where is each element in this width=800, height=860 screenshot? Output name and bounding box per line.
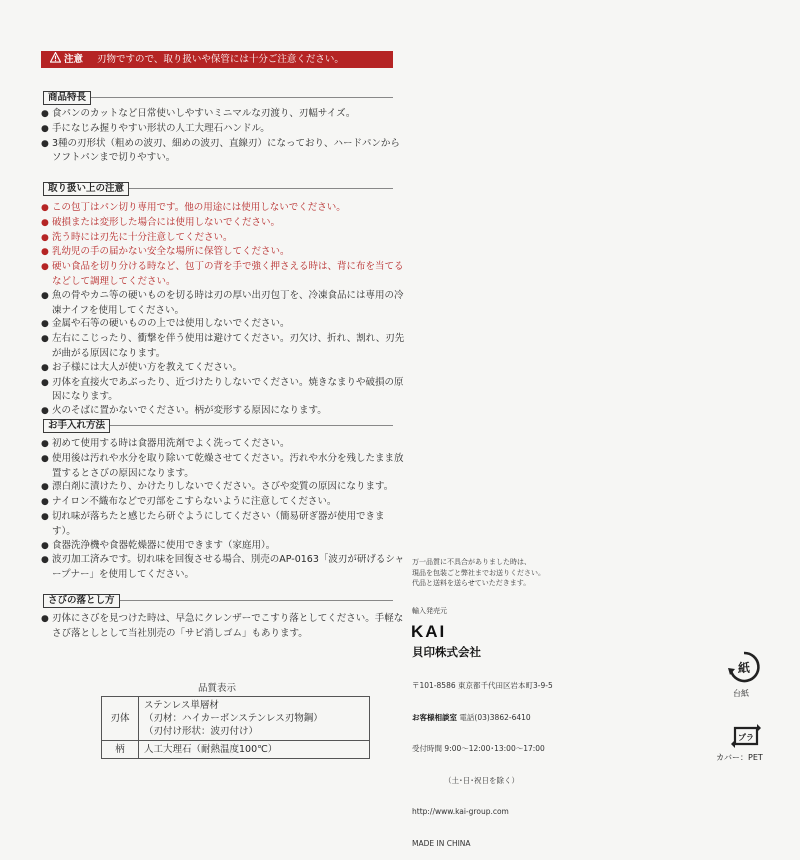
support-row [412,713,553,724]
list-item: ● 洗う時には刃先に十分注意してください。 [41,231,406,246]
spec-blade-line: ステンレス単層材 [144,700,219,711]
list-item: ● ナイロン不織布などで刃部をこすらないように注意してください。 [41,495,406,510]
list-item: ● 3種の刃形状（粗めの波刃、細めの波刃、直線刃）になっており、ハードパンからソフトパンまで切りやすい。 [41,137,406,166]
support-phone: 電話(03)3862-6410 [459,712,531,722]
hours-value: 9:00〜12:00･13:00〜17:00 [444,744,545,753]
list-item: ● 金属や石等の硬いものの上では使用しないでください。 [41,317,406,332]
list-item: ● 漂白剤に漬けたり、かけたりしないでください。さびや変質の原因になります。 [41,480,406,495]
list-item: ● 使用後は汚れや水分を取り除いて乾燥させてください。汚れや水分を残したまま放置するとさびの原因になります。 [41,452,406,481]
notice-line: 万一品質に不具合がありました時は、 [412,558,531,566]
list-item: ● 左右にこじったり、衝撃を伴う使用は避けてください。刃欠け、折れ、割れ、刃先が曲がる原因になります。 [41,332,406,361]
hours-row [412,744,553,755]
warning-banner [41,51,393,68]
kai-logo [411,623,461,639]
care-heading: お手入れ方法 [43,419,110,433]
list-item: ● 破損または変形した場合には使用しないでください。 [41,216,406,231]
list-item: ● 初めて使用する時は食器用洗剤でよく洗ってください。 [41,437,406,452]
spec-table [101,696,370,759]
company-contact [412,660,553,860]
company-address: 〒101-8586 東京都千代田区岩本町3-9-5 [412,681,553,690]
paper-recycle-icon [727,650,761,684]
list-item: ● 硬い食品を切り分ける時など、包丁の背を手で強く押さえる時は、背に布を当てるなどして調理してください。 [41,260,406,289]
features-heading: 商品特長 [43,91,91,105]
plastic-mark: プラ [738,733,754,742]
importer-label: 輸入発売元 [412,607,447,615]
website: http://www.kai-group.com [412,807,509,816]
list-item: ● お子様には大人が使い方を教えてください。 [41,361,406,376]
list-item: ● 乳幼児の手の届かない安全な場所に保管してください。 [41,245,406,260]
quality-notice [412,557,545,589]
holidays: （土･日･祝日を除く） [444,775,519,785]
list-item: ● 波刃加工済みです。切れ味を回復させる場合、別売のAP-0163「波刃が研げるシャープナー」を使用してください。 [41,553,406,582]
plastic-label: カバー：PET [716,753,763,762]
plastic-recycle-icon [731,722,761,750]
list-item: ● 火のそばに置かないでください。柄が変形する原因になります。 [41,404,406,419]
list-item: ● 手になじみ握りやすい形状の人工大理石ハンドル。 [41,122,406,137]
warning-heading: 注意 [64,54,84,65]
notice-line: 代品と送料を送らせていただきます。 [412,579,531,587]
handling-heading: 取り扱い上の注意 [43,182,129,196]
spec-handle-label: 柄 [102,741,139,759]
logo-text: KAI [411,623,447,639]
features-list [41,107,406,165]
notice-line: 現品を包装ごと弊社までお送りください。 [412,568,545,577]
spec-title: 品質表示 [198,683,237,694]
spec-blade-label: 刃体 [102,697,139,741]
paper-label: 台紙 [733,689,749,698]
paper-mark: 紙 [737,661,751,675]
care-list [41,437,406,582]
list-item: ● 食器洗浄機や食器乾燥器に使用できます（家庭用）。 [41,539,406,554]
handling-list [41,201,406,419]
spec-blade-line: （刃付け形状：波刃付け） [144,726,259,737]
list-item: ● 切れ味が落ちたと感じたら研ぐようにしてください（簡易研ぎ器が使用できます）。 [41,510,406,539]
hours-label: 受付時間 [412,744,442,753]
section-divider [43,97,393,98]
list-item: ● この包丁はパン切り専用です。他の用途には使用しないでください。 [41,201,406,216]
table-row [102,741,370,759]
origin: MADE IN CHINA [412,838,471,848]
table-row [102,697,370,741]
list-item: ● 魚の骨やカニ等の硬いものを切る時は刃の厚い出刃包丁を、冷凍食品には専用の冷凍ナイフを使用してください。 [41,289,406,318]
spec-blade-line: （刃材：ハイカーボンステンレス刃物鋼） [144,713,323,724]
support-label: お客様相談室 [412,712,457,722]
warning-message: 刃物ですので、取り扱いや保管には十分ご注意ください。 [97,54,344,65]
rust-list [41,612,406,641]
company-name: 貝印株式会社 [412,645,481,659]
list-item: ● 刃体にさびを見つけた時は、早急にクレンザーでこすり落としてください。手軽なさび落としとして当社別売の「サビ消しゴム」もあります。 [41,612,406,641]
spec-handle-value: 人工大理石（耐熱温度100℃） [139,741,370,759]
spec-blade-value [139,697,370,741]
list-item: ● 刃体を直接火であぶったり、近づけたりしないでください。焼きなまりや破損の原因になります。 [41,376,406,405]
warning-icon [50,52,61,63]
list-item: ● 食パンのカットなど日常使いしやすいミニマルな刃渡り、刃幅サイズ。 [41,107,406,122]
rust-heading: さびの落とし方 [43,594,120,608]
